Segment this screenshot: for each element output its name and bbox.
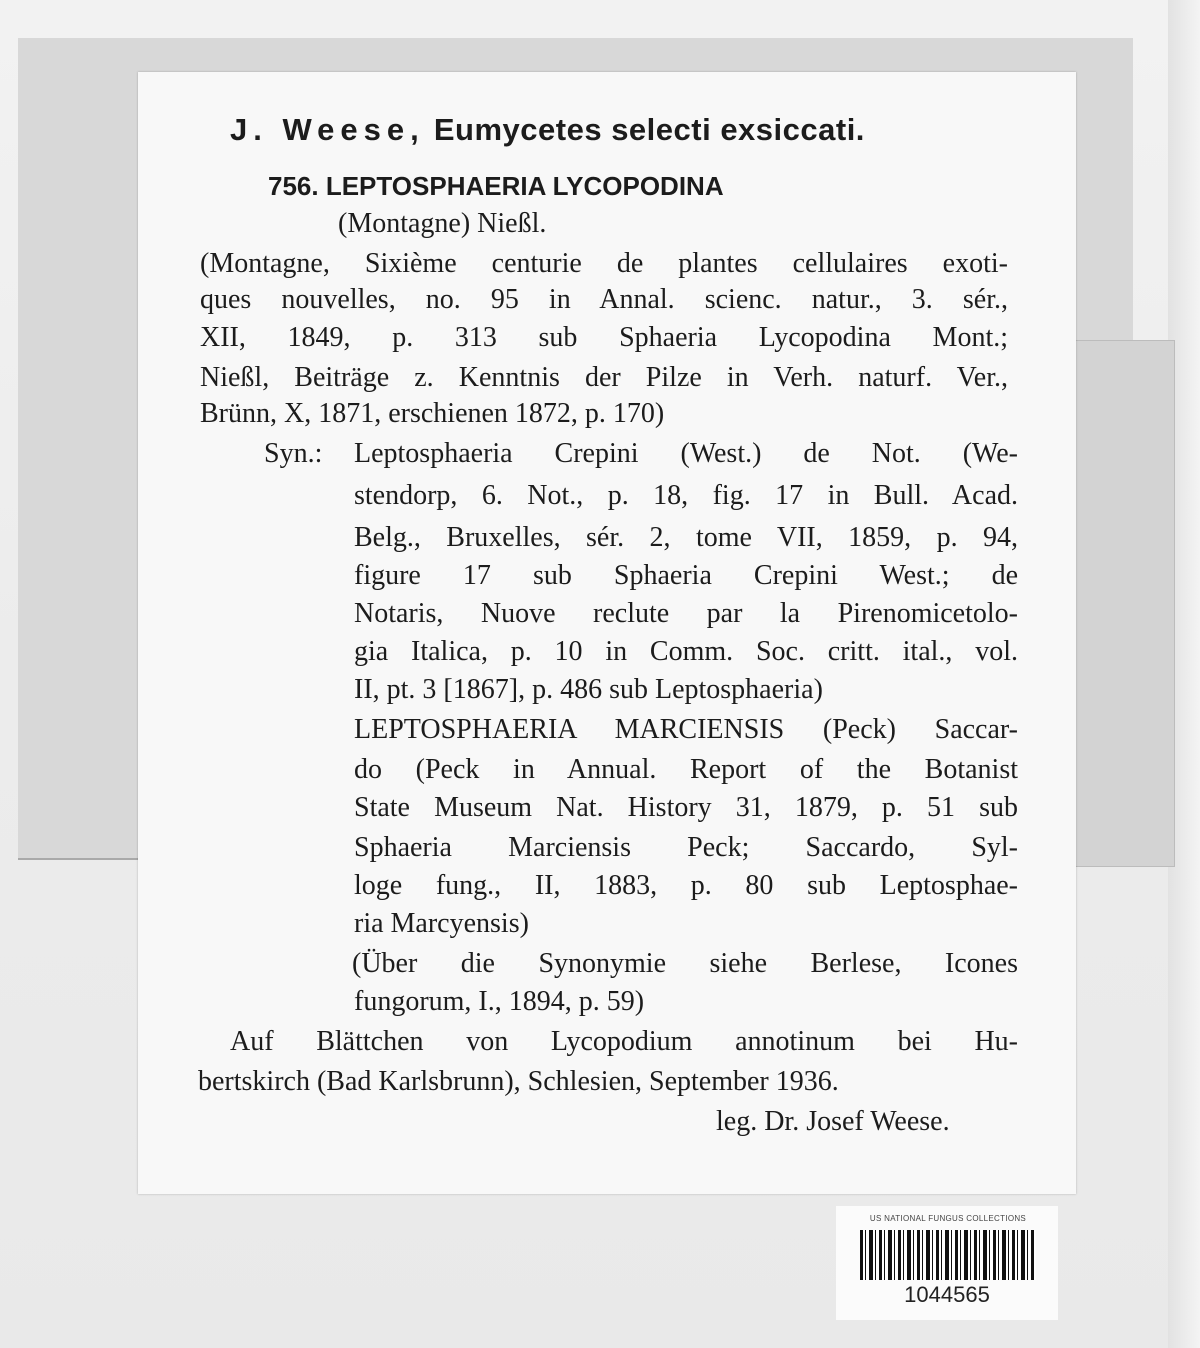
- synonym-line: figure 17 sub Sphaeria Crepini West.; de: [354, 560, 1018, 591]
- barcode-number: 1044565: [904, 1282, 990, 1307]
- habitat-line: Auf Blättchen von Lycopodium annotinum bei Hu-: [230, 1026, 1018, 1057]
- citation-line: (Montagne, Sixième centurie de plantes cellulaires exoti-: [200, 248, 1008, 279]
- citation-line: Brünn, X, 1871, erschienen 1872, p. 170): [200, 398, 665, 429]
- habitat-line: bertskirch (Bad Karlsbrunn), Schlesien, September 1936.: [198, 1066, 839, 1097]
- synonym-line: Leptosphaeria Crepini (West.) de Not. (We-: [354, 438, 1018, 469]
- header-series-title: Eumycetes selecti exsiccati.: [433, 112, 865, 147]
- synonym-line: Sphaeria Marciensis Peck; Saccardo, Syl-: [354, 832, 1018, 863]
- synonym-line: II, pt. 3 [1867], p. 486 sub Leptosphaeria): [354, 674, 823, 705]
- label-header: [230, 114, 865, 146]
- synonym-line: ria Marcyensis): [354, 908, 529, 939]
- species-name: 756. LEPTOSPHAERIA LYCOPODINA: [268, 171, 724, 201]
- synonym-line: State Museum Nat. History 31, 1879, p. 51 sub: [354, 792, 1018, 823]
- synonym-note: fungorum, I., 1894, p. 59): [354, 986, 645, 1017]
- barcode-caption: US NATIONAL FUNGUS COLLECTIONS: [869, 1214, 1027, 1223]
- synonym-line: gia Italica, p. 10 in Comm. Soc. critt. ital., vol.: [354, 636, 1018, 667]
- barcode-label: [836, 1206, 1058, 1320]
- specimen-label: [138, 72, 1076, 1194]
- packet-flap: [1075, 340, 1175, 867]
- header-author: J. Weese,: [230, 112, 425, 147]
- synonym-line: stendorp, 6. Not., p. 18, fig. 17 in Bull. Acad.: [354, 480, 1018, 511]
- synonym-note: (Über die Synonymie siehe Berlese, Icones: [352, 948, 1018, 979]
- synonym-line: do (Peck in Annual. Report of the Botanist: [354, 754, 1018, 785]
- barcode-bars: [860, 1230, 1036, 1280]
- collector-line: leg. Dr. Josef Weese.: [716, 1106, 950, 1137]
- synonym-label: Syn.:: [264, 438, 323, 469]
- species-authority: (Montagne) Nießl.: [338, 208, 547, 239]
- synonym-line: Belg., Bruxelles, sér. 2, tome VII, 1859, p. 94,: [354, 522, 1018, 553]
- synonym-line: Notaris, Nuove reclute par la Pirenomicetolo-: [354, 598, 1018, 629]
- synonym-line: LEPTOSPHAERIA MARCIENSIS (Peck) Saccar-: [354, 714, 1018, 745]
- citation-line: Nießl, Beiträge z. Kenntnis der Pilze in Verh. naturf. Ver.,: [200, 362, 1008, 393]
- citation-line: XII, 1849, p. 313 sub Sphaeria Lycopodina Mont.;: [200, 322, 1008, 353]
- synonym-line: loge fung., II, 1883, p. 80 sub Leptosphae-: [354, 870, 1018, 901]
- citation-line: ques nouvelles, no. 95 in Annal. scienc. natur., 3. sér.,: [200, 284, 1008, 315]
